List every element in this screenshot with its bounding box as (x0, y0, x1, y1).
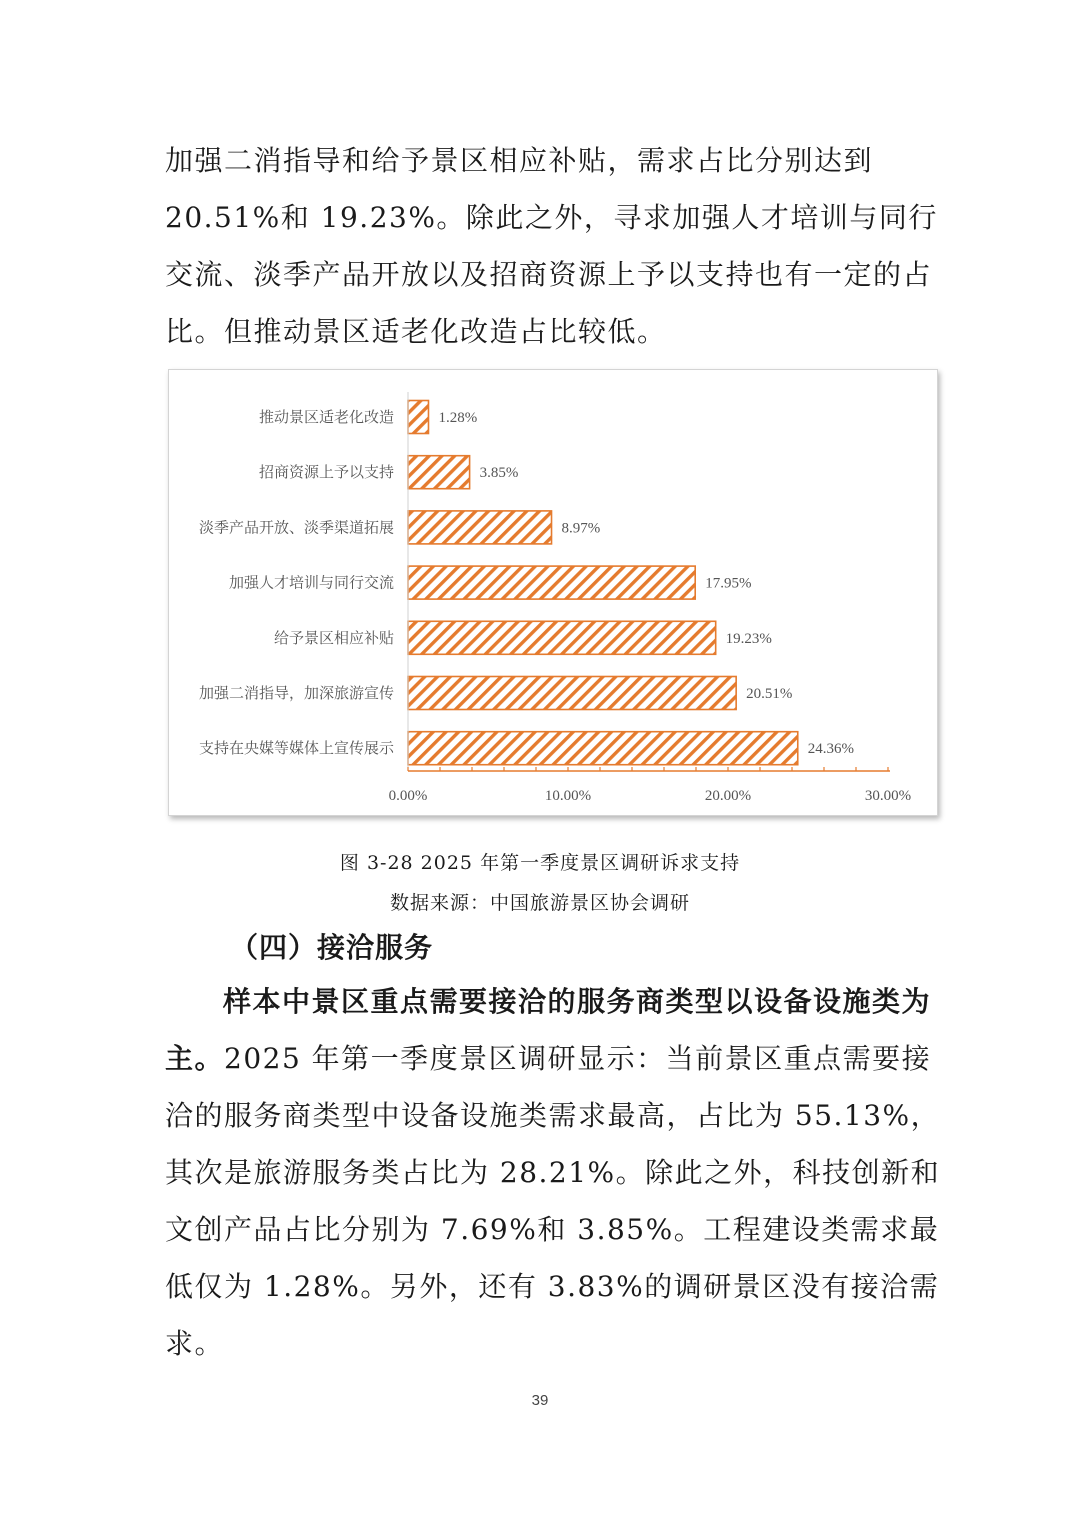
data-label: 1.28% (438, 410, 478, 426)
category-label: 推动景区适老化改造 (258, 408, 394, 426)
data-label: 8.97% (561, 520, 601, 537)
body-paragraph-2 (165, 973, 955, 1372)
data-label: 17.95% (705, 575, 752, 592)
paragraph-body-text: 2025 年第一季度景区调研显示：当前景区重点需要接洽的服务商类型中设备设施类需求最高，占比为 55.13%，其次是旅游服务类占比为 28.21%。除此之外，科技创新和文创产品占比分别为 7.69%和 3.85%。工程建设类需求最低仅为 1.28%。另外，还有 3.83%的调研景区没有接洽需求。 (165, 1042, 941, 1360)
chart-bar (408, 456, 470, 489)
x-tick-label: 10.00% (544, 788, 592, 804)
paragraph-lead-bold: 样本中景区重点需要接洽的服务商类型以设备设施类为主。 (165, 985, 932, 1075)
figure-caption: 图 3-28 2025 年第一季度景区调研诉求支持 (339, 852, 741, 874)
chart-bar (408, 677, 736, 710)
category-label: 淡季产品开放、淡季渠道拓展 (198, 518, 394, 537)
page-number: 39 (531, 1392, 549, 1409)
data-label: 3.85% (479, 465, 519, 482)
category-label: 给予景区相应补贴 (273, 628, 394, 647)
category-label: 加强二消指导，加深旅游宣传 (198, 684, 394, 702)
chart-bar (408, 511, 552, 544)
section-heading: （四）接洽服务 (230, 931, 434, 964)
chart-bar (408, 401, 428, 434)
x-tick-label: 20.00% (704, 788, 752, 804)
data-source-caption: 数据来源：中国旅游景区协会调研 (389, 892, 690, 914)
body-paragraph-1: 加强二消指导和给予景区相应补贴，需求占比分别达到20.51%和 19.23%。除此之外，寻求加强人才培训与同行交流、淡季产品开放以及招商资源上予以支持也有一定的占比。但推动景区适老化改造占比较低。 (165, 144, 938, 348)
bar-chart (168, 369, 938, 816)
x-tick-label: 30.00% (864, 788, 912, 804)
chart-bar (408, 732, 798, 765)
data-label: 19.23% (725, 630, 772, 647)
chart-bar (408, 621, 716, 654)
category-label: 加强人才培训与同行交流 (228, 573, 394, 592)
chart-svg (169, 370, 937, 815)
x-tick-label: 0.00% (388, 788, 428, 804)
data-label: 24.36% (807, 741, 855, 758)
data-label: 20.51% (746, 686, 793, 702)
category-label: 招商资源上予以支持 (258, 463, 394, 482)
category-label: 支持在央媒等媒体上宣传展示 (198, 739, 394, 758)
chart-bar (408, 566, 695, 599)
